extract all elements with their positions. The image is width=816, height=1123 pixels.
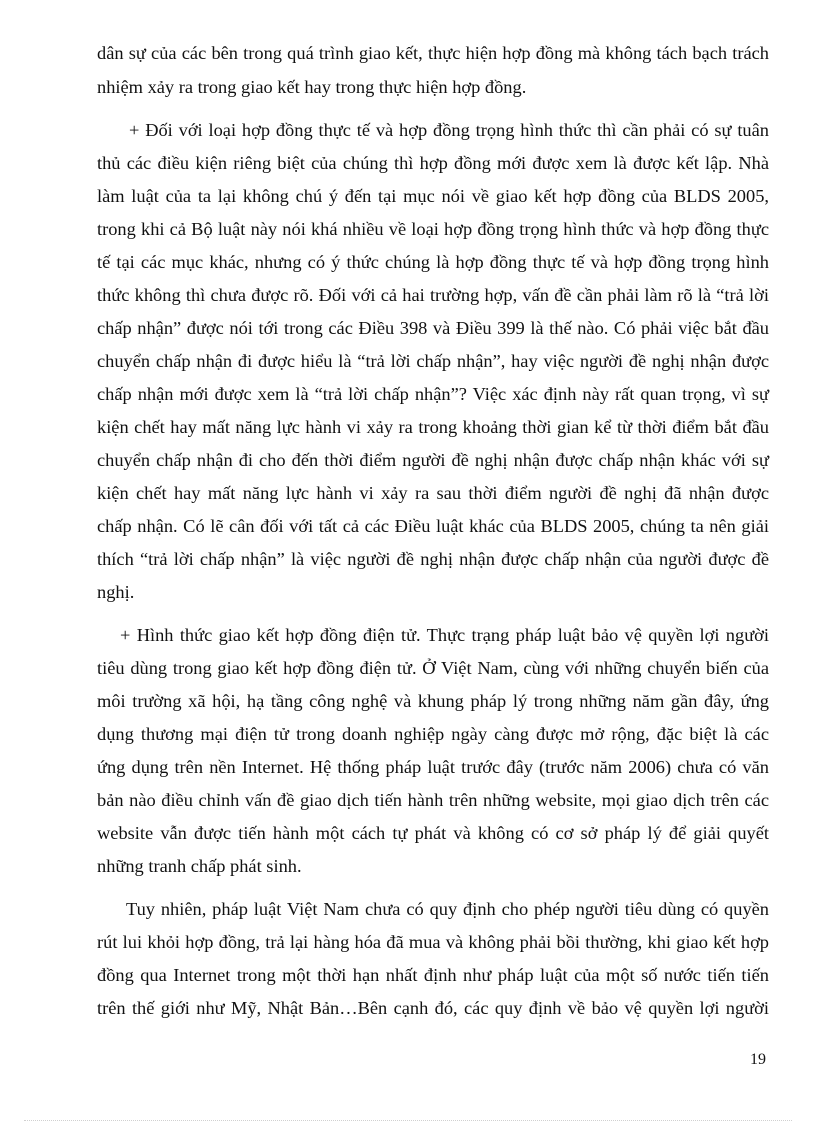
- text-line: nghị.: [97, 582, 135, 602]
- text-line: dụng thương mại điện tử trong doanh nghiệp ngày càng được mở rộng, đặc biệt là các: [97, 724, 769, 744]
- text-line: trên thế giới như Mỹ, Nhật Bản…Bên cạnh đó, các quy định về bảo vệ quyền lợi người: [97, 998, 769, 1018]
- text-line: đồng qua Internet trong một thời hạn nhất định như pháp luật của một số nước tiến tiến: [97, 965, 769, 985]
- text-line: tiêu dùng trong giao kết hợp đồng điện tử. Ở Việt Nam, cùng với những chuyển biến của: [97, 658, 769, 678]
- text-line: kiện chết hay mất năng lực hành vi xảy ra trong khoảng thời gian kể từ thời điểm bắt đầu: [97, 417, 769, 437]
- text-line: môi trường xã hội, hạ tầng công nghệ và khung pháp lý trong những năm gần đây, ứng: [97, 691, 769, 711]
- text-line: chuyển chấp nhận đi được hiểu là “trả lời chấp nhận”, hay việc người đề nghị nhận được: [97, 351, 769, 371]
- text-line: những tranh chấp phát sinh.: [97, 856, 302, 876]
- page-bottom-divider: [24, 1120, 792, 1121]
- text-line: nhiệm xảy ra trong giao kết hay trong thực hiện hợp đồng.: [97, 77, 527, 97]
- text-line: ứng dụng trên nền Internet. Hệ thống pháp luật trước đây (trước năm 2006) chưa có văn: [97, 757, 769, 777]
- text-line: kiện chết hay mất năng lực hành vi xảy ra sau thời điểm người đề nghị đã nhận được: [97, 483, 769, 503]
- text-line: website vẫn được tiến hành một cách tự phát và không có cơ sở pháp lý để giải quyết: [97, 823, 769, 843]
- text-line: dân sự của các bên trong quá trình giao kết, thực hiện hợp đồng mà không tách bạch trách: [97, 43, 769, 63]
- text-line: trong khi cả Bộ luật này nói khá nhiều về loại hợp đồng trọng hình thức và hợp đồng thực: [97, 219, 769, 239]
- text-line: chấp nhận” được nói tới trong các Điều 398 và Điều 399 là thế nào. Có phải việc bắt đầu: [97, 318, 769, 338]
- text-line: tế tại các mục khác, nhưng có ý thức chúng là hợp đồng thực tế và hợp đồng trọng hình: [97, 252, 769, 272]
- text-line: thức không thì chưa được rõ. Đối với cả hai trường hợp, vấn đề cần phải làm rõ là “trả lời: [97, 285, 769, 305]
- text-line: rút lui khỏi hợp đồng, trả lại hàng hóa đã mua và không phải bồi thường, khi giao kết hợp: [97, 932, 769, 952]
- page-number: 19: [750, 1051, 766, 1068]
- text-line: chuyển chấp nhận đi cho đến thời điểm người đề nghị nhận được chấp nhận khác với sự: [97, 450, 769, 470]
- text-line: chấp nhận mới được xem là “trả lời chấp nhận”? Việc xác định này rất quan trọng, vì sự: [97, 384, 769, 404]
- text-line: thủ các điều kiện riêng biệt của chúng thì hợp đồng mới được xem là được kết lập. Nhà: [97, 153, 769, 173]
- text-line: bản nào điều chỉnh vấn đề giao dịch tiến hành trên những website, mọi giao dịch trên các: [97, 790, 769, 810]
- text-line: + Hình thức giao kết hợp đồng điện tử. Thực trạng pháp luật bảo vệ quyền lợi người: [120, 625, 769, 645]
- text-line: Tuy nhiên, pháp luật Việt Nam chưa có quy định cho phép người tiêu dùng có quyền: [126, 899, 769, 919]
- text-line: làm luật của ta lại không chú ý đến tại mục nói về giao kết hợp đồng của BLDS 2005,: [97, 186, 769, 206]
- text-line: chấp nhận. Có lẽ cân đối với tất cả các Điều luật khác của BLDS 2005, chúng ta nên giải: [97, 516, 769, 536]
- text-line: thích “trả lời chấp nhận” là việc người đề nghị nhận được chấp nhận của người được đề: [97, 549, 769, 569]
- text-line: + Đối với loại hợp đồng thực tế và hợp đồng trọng hình thức thì cần phải có sự tuân: [129, 120, 769, 140]
